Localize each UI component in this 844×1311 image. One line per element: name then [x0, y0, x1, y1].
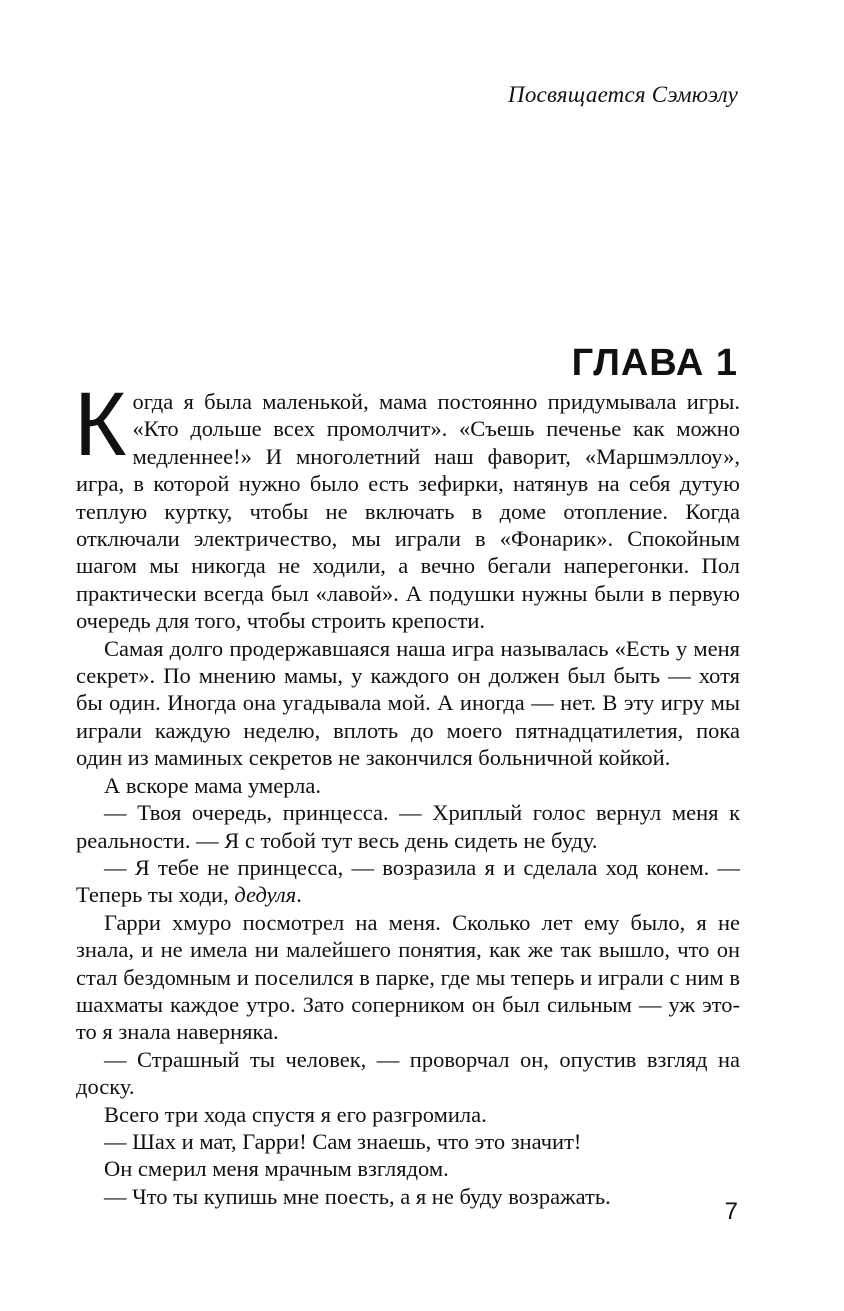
paragraph: Он смерил меня мрачным взглядом.	[104, 1156, 449, 1182]
paragraph-tail: .	[296, 882, 302, 908]
page-number: 7	[724, 1198, 738, 1225]
dedication: Посвящается Сэмюэлу	[508, 82, 738, 107]
paragraph: — Страшный ты человек, — проворчал он, опустив взгляд на доску.	[76, 1046, 740, 1100]
paragraph: Гарри хмуро посмотрел на меня. Сколько лет ему было, я не знала, и не имела ни малейшего понятия, как же так вышло, что он стал бездомным и поселился в парке, где мы теперь и играли с ним в шахматы каждое утро. Зато соперником он был сильным — уж это-то я знала наверняка.	[76, 909, 740, 1045]
chapter-title: ГЛАВА 1	[571, 342, 738, 384]
paragraph: — Твоя очередь, принцесса. — Хриплый голос вернул меня к реальности. — Я с тобой тут весь день сидеть не буду.	[76, 800, 740, 853]
paragraph: — Что ты купишь мне поесть, а я не буду возражать.	[104, 1183, 611, 1209]
paragraph	[76, 854, 740, 909]
paragraph: Всего три хода спустя я его разгромила.	[104, 1101, 487, 1127]
paragraph-text: огда я была маленькой, мама постоянно придумывала игры. «Кто дольше всех промолчит». «Съешь печенье как можно медленнее!» И многолетний наш фаворит, «Маршмэллоу», игра, в которой нужно было есть зефирки, натянув на себя дутую теплую куртку, чтобы не включать в доме отопление. Когда отключали электричество, мы играли в «Фонарик». Спокойным шагом мы никогда не ходили, а вечно бегали наперегонки. Пол практически всегда был «лавой». А подушки нужны были в первую очередь для того, чтобы строить крепости.	[76, 389, 740, 634]
italic-word: дедуля	[234, 882, 297, 908]
paragraph: — Шах и мат, Гарри! Сам знаешь, что это значит!	[104, 1128, 582, 1154]
body-text	[74, 375, 740, 1210]
paragraph-text: — Я тебе не принцесса, — возразила я и сделала ход конем. — Теперь ты ходи,	[76, 854, 740, 908]
paragraph: А вскоре мама умерла.	[104, 772, 321, 798]
paragraph	[74, 375, 740, 635]
drop-cap: К	[74, 375, 127, 475]
paragraph: Самая долго продержавшаяся наша игра называлась «Есть у меня секрет». По мнению мамы, у каждого он должен был быть — хотя бы один. Иногда она угадывала мой. А иногда — нет. В эту игру мы играли каждую неделю, вплоть до моего пятнадцатилетия, пока один из маминых секретов не закончился больничной койкой.	[76, 635, 740, 771]
